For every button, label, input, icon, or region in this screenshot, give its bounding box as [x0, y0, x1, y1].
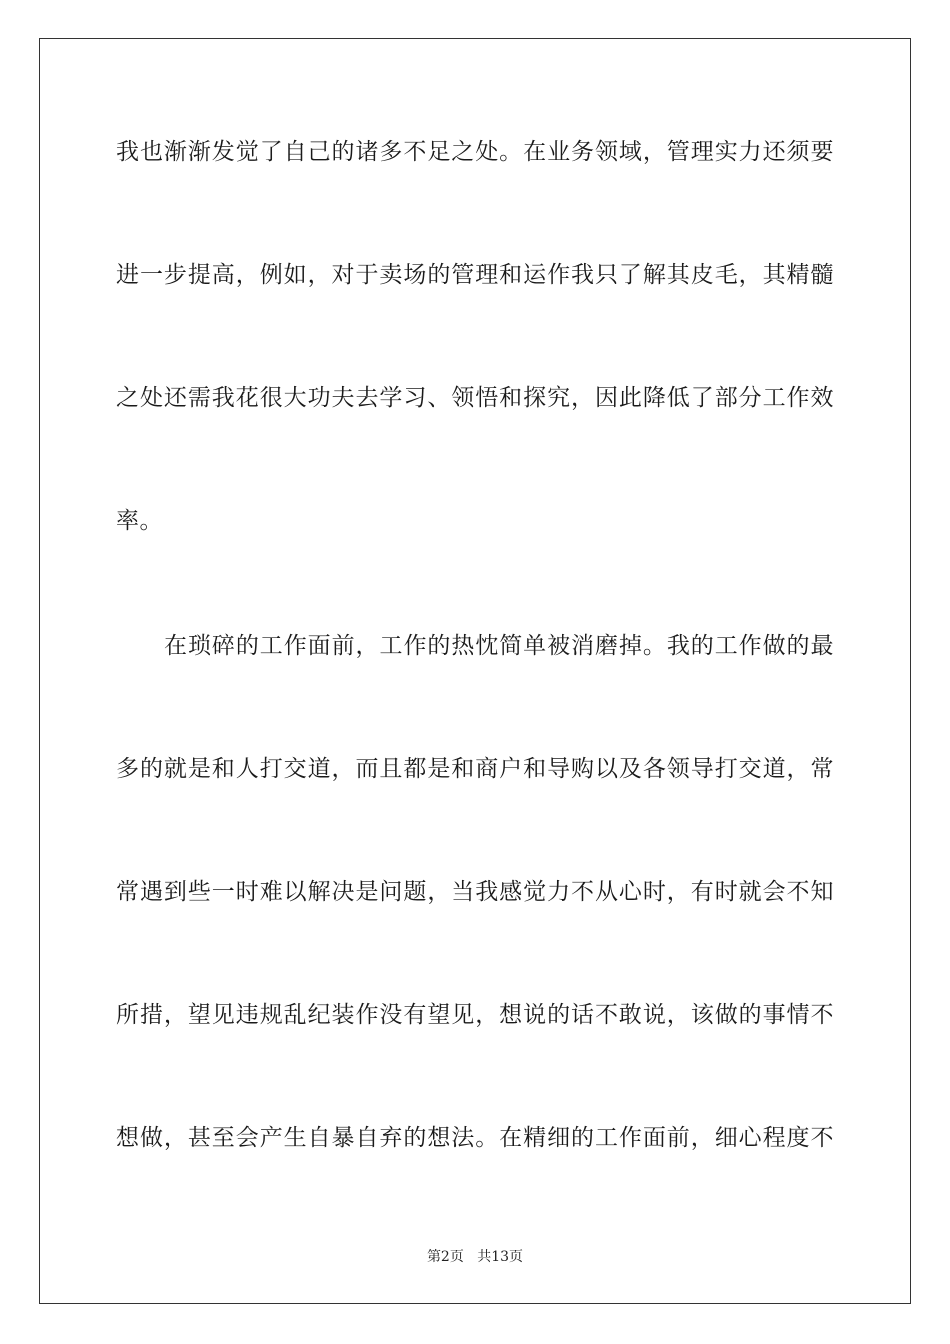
text-line-2: 进一步提高，例如，对于卖场的管理和运作我只了解其皮毛，其精髓 — [116, 262, 834, 288]
page-frame — [39, 38, 911, 1304]
page-footer — [0, 1246, 950, 1266]
text-line-6: 多的就是和人打交道，而且都是和商户和导购以及各领导打交道，常 — [116, 756, 834, 782]
text-line-5: 在琐碎的工作面前，工作的热忱简单被消磨掉。我的工作做的最 — [164, 633, 834, 659]
text-line-4: 率。 — [116, 508, 163, 534]
text-line-3: 之处还需我花很大功夫去学习、领悟和探究，因此降低了部分工作效 — [116, 385, 834, 411]
text-line-1: 我也渐渐发觉了自己的诸多不足之处。在业务领域，管理实力还须要 — [116, 139, 834, 165]
page-total: 共13页 — [477, 1249, 524, 1265]
text-line-8: 所措，望见违规乱纪装作没有望见，想说的话不敢说，该做的事情不 — [116, 1002, 834, 1028]
page-number: 第2页 — [426, 1249, 464, 1265]
text-line-9: 想做，甚至会产生自暴自弃的想法。在精细的工作面前，细心程度不 — [116, 1125, 834, 1151]
text-line-7: 常遇到些一时难以解决是问题，当我感觉力不从心时，有时就会不知 — [116, 879, 834, 905]
